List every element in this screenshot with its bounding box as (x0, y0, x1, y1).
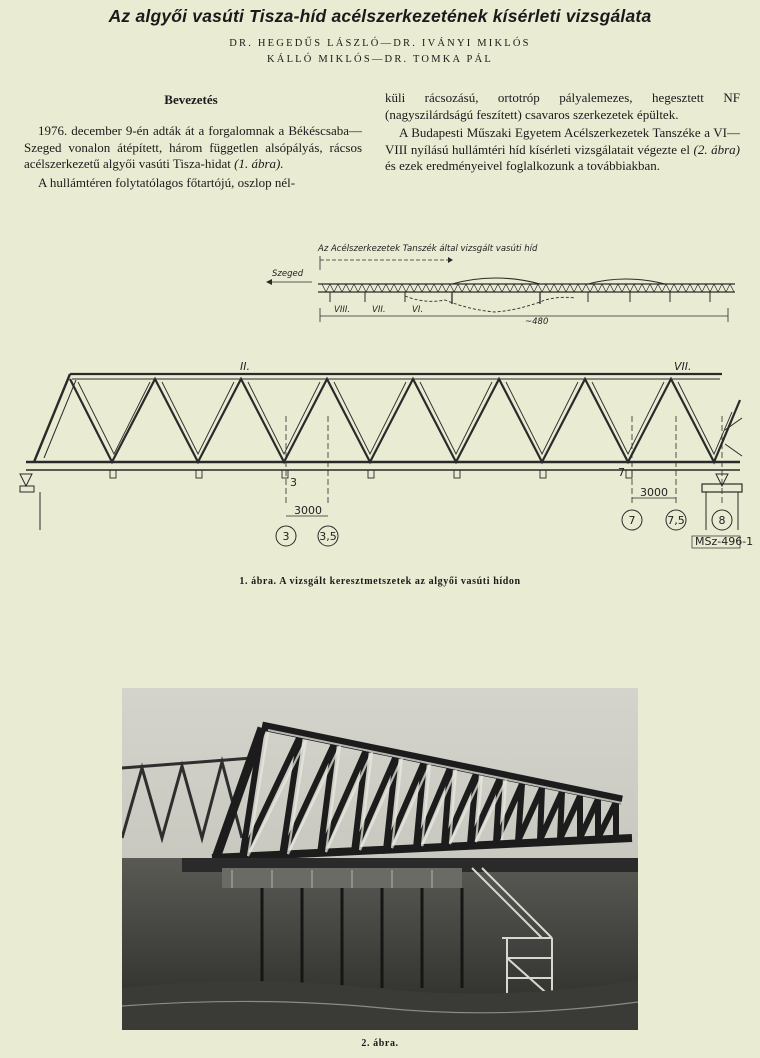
left-paragraph-1 (24, 123, 362, 173)
drawing-code: MSz-496-1 (695, 535, 754, 548)
authors-line-2: KÁLLÓ MIKLÓS—DR. TOMKA PÁL (267, 54, 493, 65)
right-paragraph-1: küli rácsozású, ortotróp pályalemezes, hegesztett NF (nagyszilárdságú feszített) csavaros szerkezetek épültek. (385, 90, 740, 122)
circle-label-3: 3 (282, 530, 290, 543)
direction-label: Szeged (272, 269, 304, 279)
bridge-overview-elevation (266, 243, 735, 327)
truss-label-right: VII. (674, 360, 692, 373)
figure-1-caption: 1. ábra. A vizsgált keresztmetszetek az algyői vasúti hídon (239, 576, 521, 587)
span-mark-vi: VI. (412, 305, 424, 315)
circle-label-3-5: 3,5 (319, 530, 337, 543)
right-paragraph-2 (385, 125, 740, 175)
truss-label-left: II. (240, 360, 250, 373)
dimension-label-left: 3000 (294, 504, 322, 517)
span-mark-vii: VII. (372, 305, 386, 315)
right-paragraph-2-tail: és ezek eredményeivel foglalkozunk a továbbiakban. (385, 158, 661, 174)
figure-1-reference: (1. ábra). (234, 156, 284, 172)
span-label: Az Acélszerkezetek Tanszék által vizsgált vasúti híd (318, 244, 538, 254)
truss-detail-elevation (20, 360, 753, 548)
right-paragraph-2-text: A Budapesti Műszaki Egyetem Acélszerkezetek Tanszéke a VI—VIII nyílású hullámtéri híd kísérleti vizsgálatait végezte el (385, 125, 740, 157)
circle-label-7-5: 7,5 (667, 514, 685, 527)
circle-label-8: 8 (718, 514, 726, 527)
article-title: Az algyői vasúti Tisza-híd acélszerkezetének kísérleti vizsgálata (108, 6, 652, 26)
figure-2-photo (122, 688, 638, 1030)
bridge-photo-illustration (122, 688, 638, 1030)
left-paragraph-2: A hullámtéren folytatólagos főtartójú, oszlop nél- (38, 174, 296, 190)
span-mark-viii: VIII. (334, 305, 351, 315)
figure-2-caption: 2. ábra. (361, 1038, 399, 1049)
section-label-7: 7 (618, 466, 625, 479)
section-label-3: 3 (290, 476, 297, 489)
length-label: ~480 (525, 317, 549, 327)
left-column (24, 123, 362, 191)
dimension-label-right: 3000 (640, 486, 668, 499)
right-column (385, 90, 740, 175)
figure-2-reference: (2. ábra) (693, 141, 740, 157)
circle-label-7: 7 (628, 514, 636, 527)
authors-line-1: DR. HEGEDŰS LÁSZLÓ—DR. IVÁNYI MIKLÓS (229, 38, 531, 49)
figure-1-drawing (0, 230, 760, 560)
section-heading: Bevezetés (164, 92, 218, 107)
left-paragraph-1-text: 1976. december 9-én adták át a forgalomnak a Békéscsaba—Szeged vonalon átépített, három független alsópályás, rácsos acélszerkezetű algyői vasúti Tisza-hidat (24, 123, 362, 172)
